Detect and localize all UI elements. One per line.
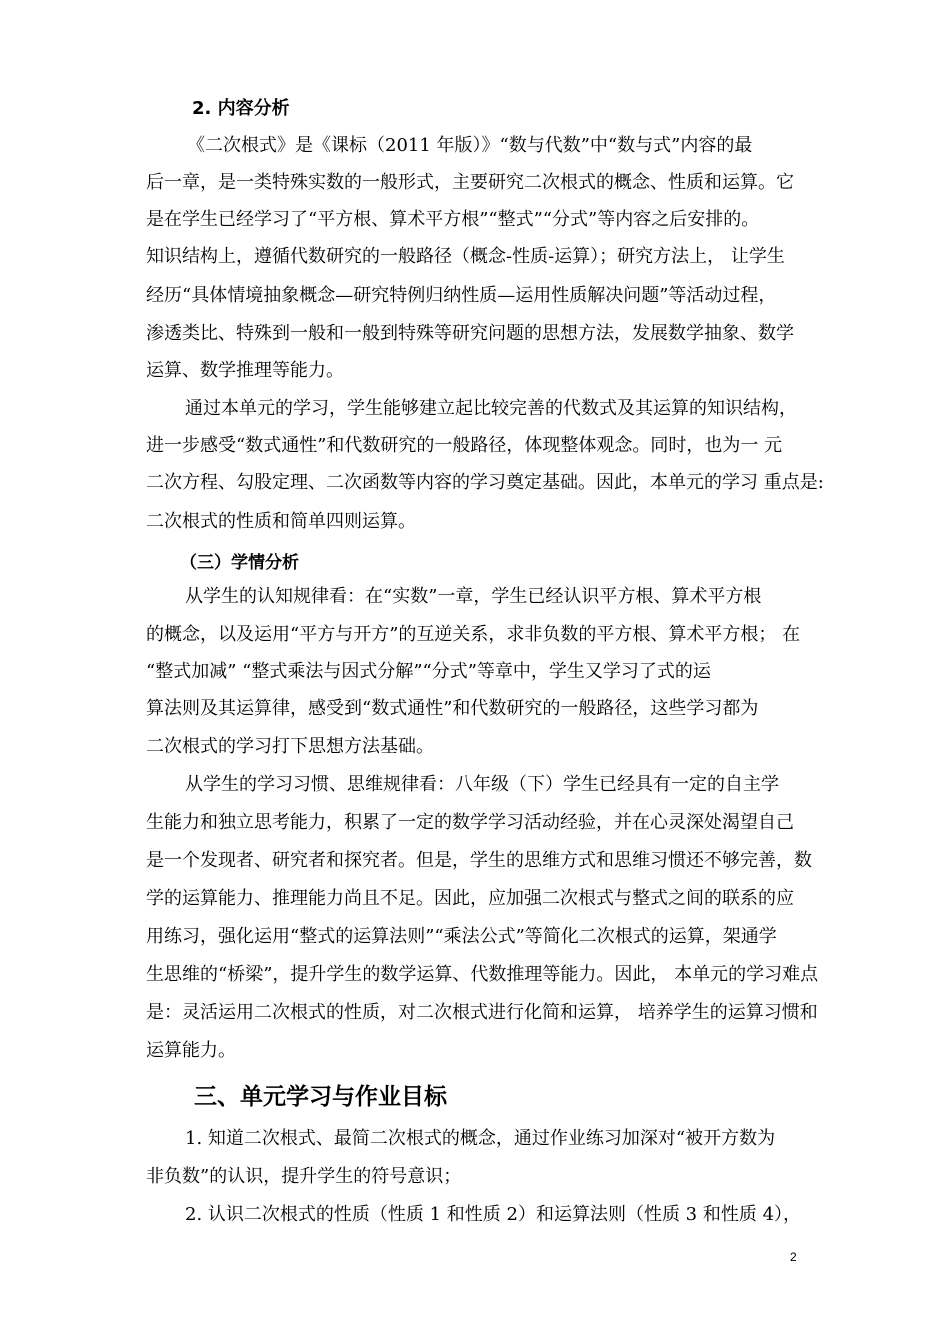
paragraph-line: 二次根式的学习打下思想方法基础。 bbox=[146, 736, 434, 757]
paragraph-line: 生能力和独立思考能力，积累了一定的数学学习活动经验，并在心灵深处渴望自己 bbox=[146, 812, 794, 833]
paragraph-line: 1. 知道二次根式、最简二次根式的概念，通过作业练习加深对“被开方数为 bbox=[185, 1128, 776, 1149]
paragraph-line: 运算能力。 bbox=[146, 1040, 236, 1061]
paragraph-line: 是：灵活运用二次根式的性质，对二次根式进行化简和运算， 培养学生的运算习惯和 bbox=[146, 1002, 818, 1023]
paragraph-line: 从学生的认知规律看：在“实数”一章，学生已经认识平方根、算术平方根 bbox=[185, 586, 762, 607]
paragraph-line: 二次根式的性质和简单四则运算。 bbox=[146, 511, 416, 532]
paragraph-line: 通过本单元的学习，学生能够建立起比较完善的代数式及其运算的知识结构， bbox=[185, 398, 797, 419]
section-heading-content-analysis: 2. 内容分析 bbox=[192, 98, 290, 119]
paragraph-line: 用练习，强化运用“整式的运算法则”“乘法公式”等简化二次根式的运算，架通学 bbox=[146, 926, 777, 947]
chapter-heading-goals: 三、单元学习与作业目标 bbox=[194, 1084, 447, 1110]
paragraph-line: 《二次根式》是《课标（2011 年版）》“数与代数”中“数与式”内容的最 bbox=[187, 135, 753, 156]
paragraph-line: 进一步感受“数式通性”和代数研究的一般路径，体现整体观念。同时，也为一 元 bbox=[146, 435, 783, 456]
paragraph-line: 知识结构上，遵循代数研究的一般路径（概念-性质-运算）；研究方法上， 让学生 bbox=[146, 246, 785, 267]
paragraph-line: “整式加减” “整式乘法与因式分解”“分式”等章中，学生又学习了式的运 bbox=[146, 661, 711, 682]
paragraph-line: 生思维的“桥梁”，提升学生的数学运算、代数推理等能力。因此， 本单元的学习难点 bbox=[146, 964, 819, 985]
paragraph-line: 从学生的学习习惯、思维规律看：八年级（下）学生已经具有一定的自主学 bbox=[185, 774, 779, 795]
paragraph-line: 非负数”的认识，提升学生的符号意识； bbox=[146, 1166, 462, 1187]
section-heading-learning-analysis: （三）学情分析 bbox=[180, 553, 299, 573]
paragraph-line: 的概念，以及运用“平方与开方”的互逆关系，求非负数的平方根、算术平方根； 在 bbox=[146, 624, 801, 645]
paragraph-line: 2. 认识二次根式的性质（性质 1 和性质 2）和运算法则（性质 3 和性质 4）， bbox=[185, 1204, 802, 1225]
paragraph-line: 后一章，是一类特殊实数的一般形式，主要研究二次根式的概念、性质和运算。它 bbox=[146, 172, 794, 193]
paragraph-line: 是在学生已经学习了“平方根、算术平方根”“整式”“分式”等内容之后安排的。 bbox=[146, 209, 760, 230]
paragraph-line: 经历“具体情境抽象概念—研究特例归纳性质—运用性质解决问题”等活动过程， bbox=[146, 285, 777, 306]
page-number: 2 bbox=[790, 1250, 797, 1264]
paragraph-line: 运算、数学推理等能力。 bbox=[146, 360, 344, 381]
paragraph-line: 是一个发现者、研究者和探究者。但是，学生的思维方式和思维习惯还不够完善，数 bbox=[146, 850, 812, 871]
paragraph-line: 渗透类比、特殊到一般和一般到特殊等研究问题的思想方法，发展数学抽象、数学 bbox=[146, 323, 794, 344]
paragraph-line: 学的运算能力、推理能力尚且不足。因此，应加强二次根式与整式之间的联系的应 bbox=[146, 888, 794, 909]
paragraph-line: 二次方程、勾股定理、二次函数等内容的学习奠定基础。因此，本单元的学习 重点是: bbox=[146, 472, 824, 493]
paragraph-line: 算法则及其运算律，感受到“数式通性”和代数研究的一般路径，这些学习都为 bbox=[146, 698, 759, 719]
